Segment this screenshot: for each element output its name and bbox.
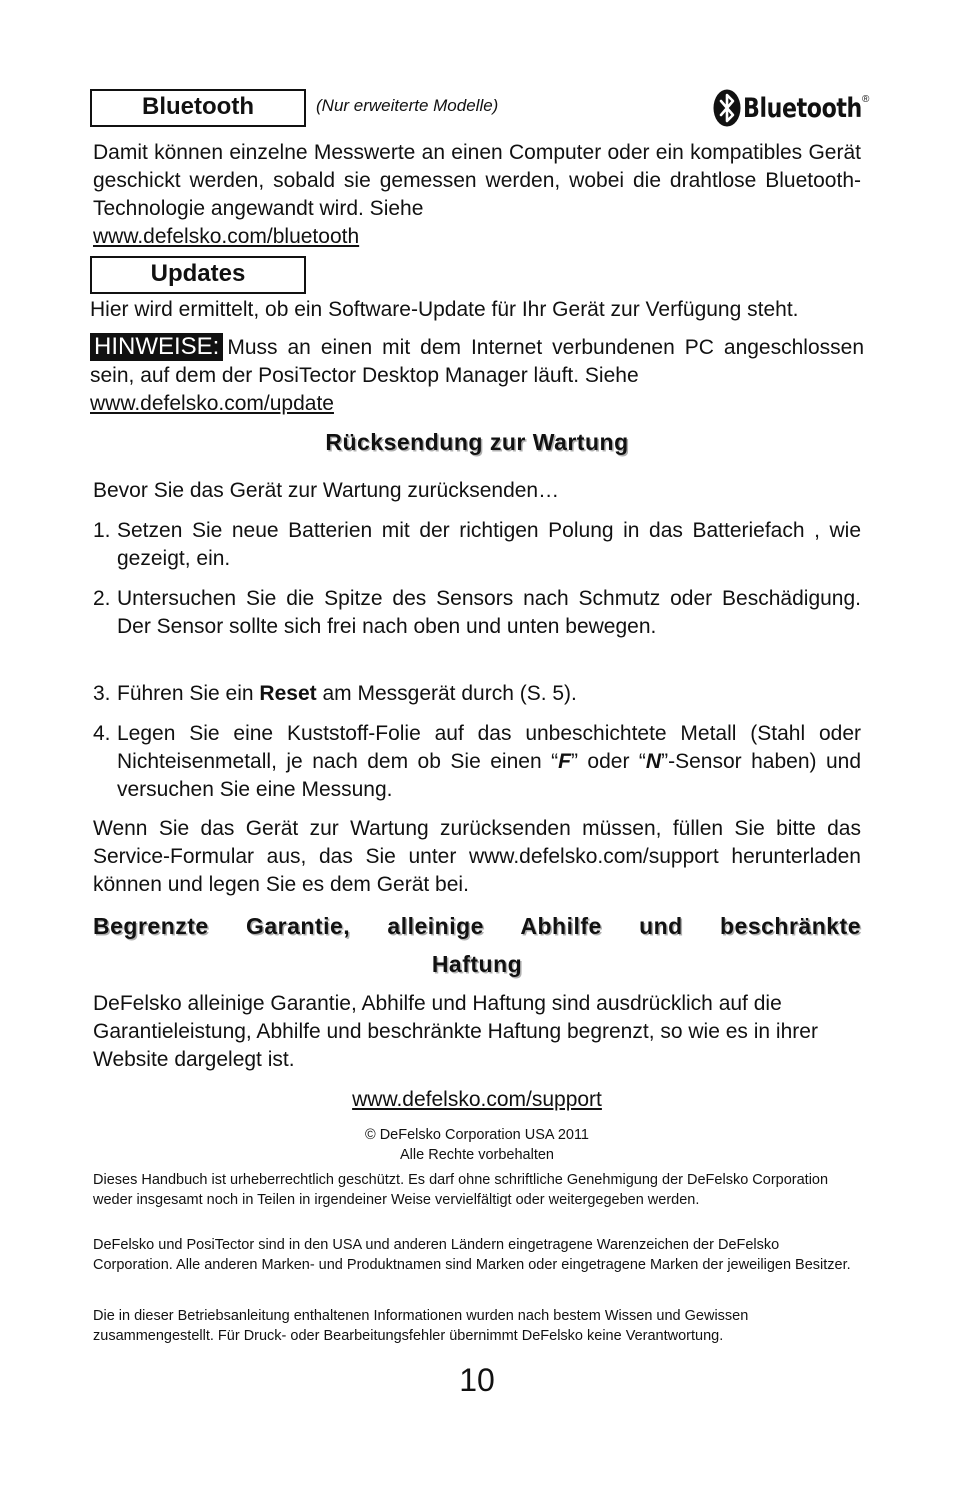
list-number: 1. bbox=[93, 519, 111, 542]
footer-paragraph-disclaimer: Die in dieser Betriebsanleitung enthaltenen Informationen wurden nach bestem Wissen und Gewissen zusammengestellt. Für Druck- oder Bearbeitungsfehler übernimmt DeFelsko keine Verantwortung. bbox=[93, 1308, 749, 1344]
list-text: Legen Sie eine Kuststoff-Folie auf das unbeschichtete Metall (Stahl oder Nichteisenmetall, je nach dem ob Sie einen “F” oder “N”-Sensor haben) und versuchen Sie eine Messung. bbox=[117, 722, 862, 801]
footer-paragraph-copyright: Dieses Handbuch ist urheberrechtlich geschützt. Es darf ohne schriftliche Genehmigung der DeFelsko Corporation weder insgesamt noch in Teilen in irgendeiner Weise vervielfältigt oder weitergegeben werden. bbox=[93, 1172, 829, 1208]
update-link[interactable]: www.defelsko.com/update bbox=[90, 392, 334, 415]
list-item bbox=[93, 517, 861, 573]
page-number: 10 bbox=[459, 1362, 495, 1398]
bluetooth-logo-text: Bluetooth bbox=[743, 92, 862, 124]
bluetooth-logo bbox=[713, 88, 869, 128]
list-text: Untersuchen Sie die Spitze des Sensors nach Schmutz oder Beschädigung. Der Sensor sollte sich frei nach oben und unten bewegen. bbox=[117, 587, 861, 638]
registered-mark: ® bbox=[862, 94, 870, 105]
list-item bbox=[93, 585, 861, 641]
warranty-section-title: Begrenzte Garantie, alleinige Abhilfe und beschränkte Haftung bbox=[93, 913, 861, 977]
return-section-title: Rücksendung zur Wartung bbox=[325, 429, 629, 455]
list-item bbox=[93, 680, 861, 708]
hinweise-label: HINWEISE: bbox=[90, 333, 223, 361]
rights-reserved: Alle Rechte vorbehalten bbox=[400, 1146, 554, 1163]
copyright: © DeFelsko Corporation USA 2011 bbox=[365, 1127, 589, 1143]
f-sensor-label: F bbox=[558, 750, 571, 773]
list-number: 4. bbox=[93, 722, 111, 745]
support-link[interactable]: www.defelsko.com/support bbox=[352, 1088, 602, 1111]
warranty-body: DeFelsko alleinige Garantie, Abhilfe und Haftung sind ausdrücklich auf die Garantieleistung, Abhilfe und beschränkte Haftung begrenzt, so wie es in ihrer Website dargelegt ist. bbox=[93, 992, 818, 1071]
bluetooth-link[interactable]: www.defelsko.com/bluetooth bbox=[93, 225, 360, 248]
bluetooth-section-header: Bluetooth bbox=[90, 89, 306, 127]
hinweise-body: Muss an einen mit dem Internet verbundenen PC angeschlossen sein, auf dem der PosiTector Desktop Manager läuft. Siehe bbox=[90, 336, 864, 387]
return-intro: Bevor Sie das Gerät zur Wartung zurücksenden… bbox=[93, 479, 560, 502]
list-item bbox=[93, 720, 861, 804]
footer-paragraph-trademarks: DeFelsko und PosiTector sind in den USA und anderen Ländern eingetragene Warenzeichen der DeFelsko Corporation. Alle anderen Marken- und Produktnamen sind Marken oder eingetragene Marken der jeweiligen Besitzer. bbox=[93, 1237, 851, 1273]
copyright-block bbox=[90, 1126, 864, 1165]
updates-note bbox=[90, 333, 864, 418]
updates-description: Hier wird ermittelt, ob ein Software-Update für Ihr Gerät zur Verfügung steht. bbox=[90, 298, 799, 321]
return-outro: Wenn Sie das Gerät zur Wartung zurücksenden müssen, füllen Sie bitte das Service-Formular aus, das Sie unter www.defelsko.com/support herunterladen können und legen Sie es dem Gerät bei. bbox=[93, 817, 861, 896]
bluetooth-body: Damit können einzelne Messwerte an einen Computer oder ein kompatibles Gerät geschickt werden, sobald sie gemessen werden, wobei die drahtlose Bluetooth-Technologie angewandt wird. Siehe bbox=[93, 141, 861, 220]
bluetooth-description bbox=[93, 139, 861, 251]
list-number: 3. bbox=[93, 682, 111, 705]
list-text: Führen Sie ein Reset am Messgerät durch (S. 5). bbox=[117, 682, 577, 705]
bluetooth-models-note: (Nur erweiterte Modelle) bbox=[316, 96, 499, 115]
reset-keyword: Reset bbox=[259, 682, 317, 705]
list-number: 2. bbox=[93, 587, 111, 610]
list-text: Setzen Sie neue Batterien mit der richtigen Polung in das Batteriefach , wie gezeigt, ein. bbox=[117, 519, 861, 570]
n-sensor-label: N bbox=[645, 750, 662, 773]
bluetooth-rune-icon bbox=[713, 89, 741, 127]
updates-section-header: Updates bbox=[90, 256, 306, 294]
